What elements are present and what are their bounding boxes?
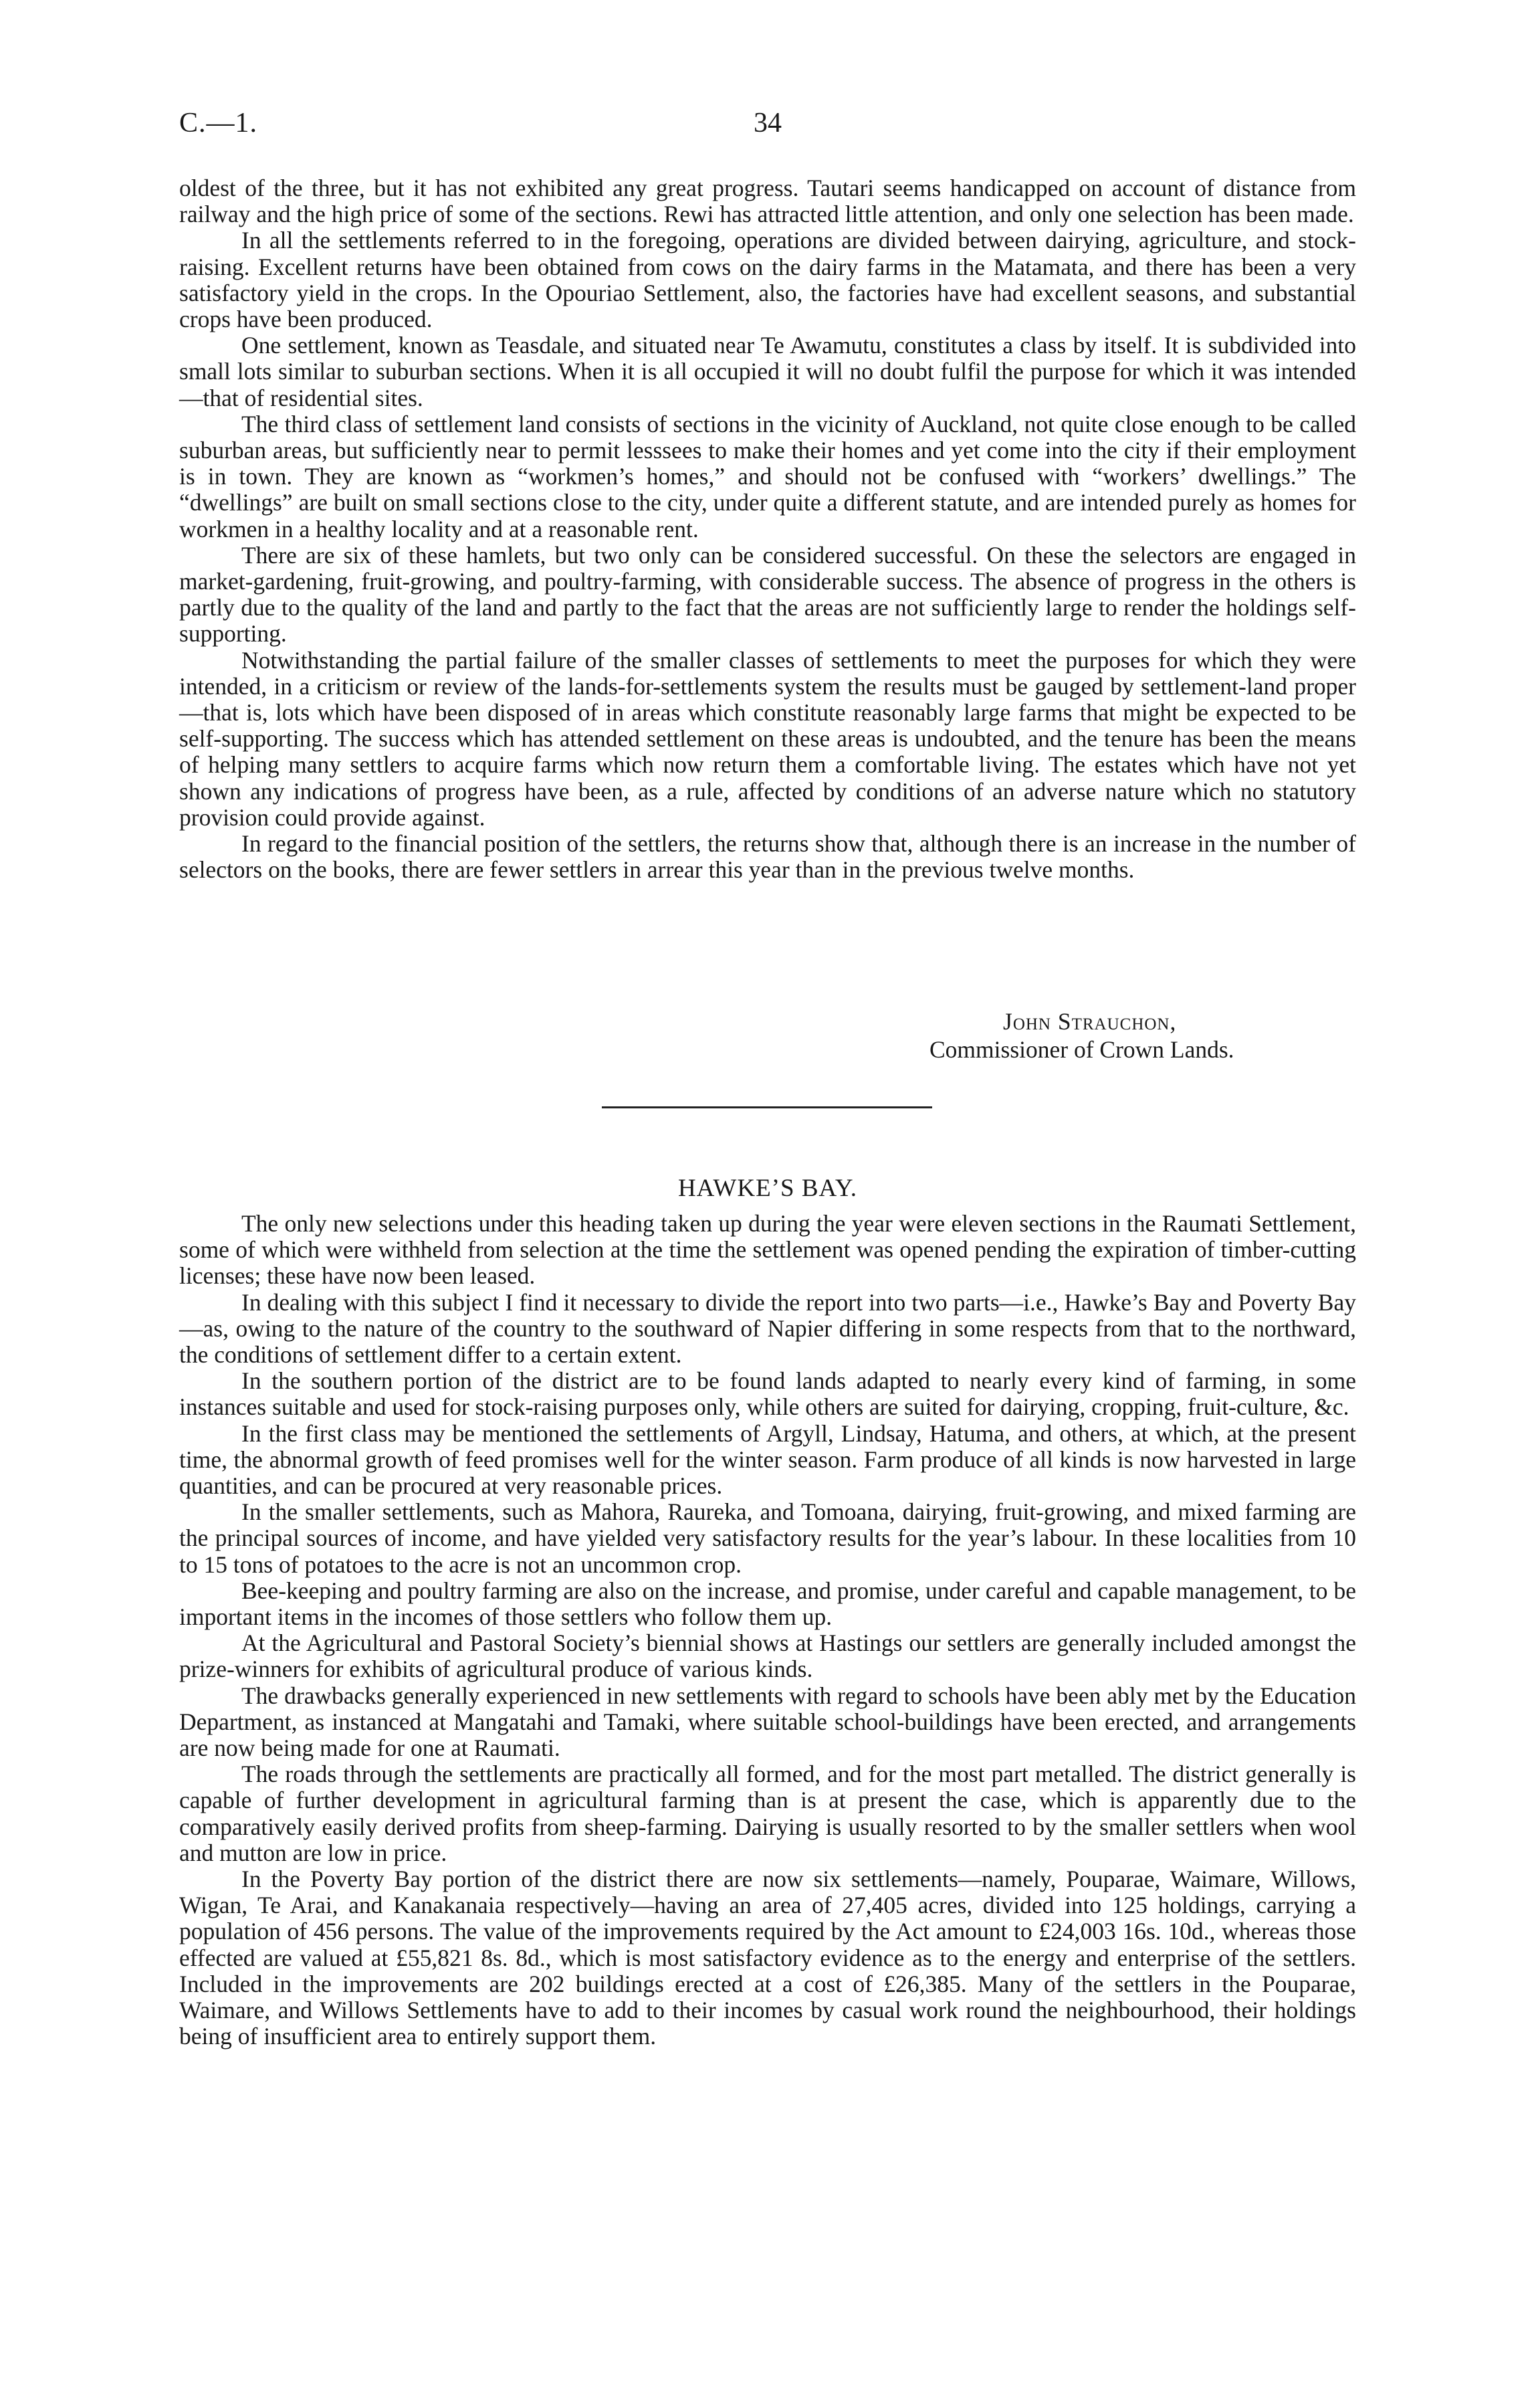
paragraph: In the southern portion of the district are to be found lands adapted to nearly every kind of farming, in some instances suitable and used for stock-raising purposes only, while others are suited for dairying, cropping, fruit-culture, &c. (179, 1367, 1356, 1421)
section-heading: HAWKE’S BAY. (677, 1175, 858, 1202)
paragraph: Notwithstanding the partial failure of the smaller classes of settlements to meet the purposes for which they were intended, in a criticism or review of the lands-for-settlements system the results must be gauged by settlement-land proper—that is, lots which have been disposed of in areas which constitute reasonably large farms that might be expected to be self-supporting. The success which has attended settlement on these areas is undoubted, and the tenure has been the means of helping many settlers to acquire farms which now return them a comfortable living. The estates which have not yet shown any indications of progress have been, as a rule, affected by conditions of an adverse nature which no statutory provision could provide against. (179, 646, 1356, 831)
paragraph: In dealing with this subject I find it necessary to divide the report into two parts—i.e., Hawke’s Bay and Poverty Bay—as, owing to the nature of the country to the southward of Napier differing in some respects from that to the northward, the conditions of settlement differ to a certain extent. (179, 1288, 1356, 1369)
paragraph: Bee-keeping and poultry farming are also on the increase, and promise, under careful and capable management, to be important items in the incomes of those settlers who follow them up. (179, 1577, 1356, 1631)
paragraph: In the first class may be mentioned the settlements of Argyll, Lindsay, Hatuma, and others, at which, at the present time, the abnormal growth of feed promises well for the winter season. Farm produce of all kinds is now harvested in large quantities, and can be procured at very reasonable prices. (179, 1419, 1356, 1500)
signatory-name: John Strauchon, (1003, 1008, 1177, 1035)
paragraph: There are six of these hamlets, but two only can be considered successful. On these the selectors are engaged in market-gardening, fruit-growing, and poultry-farming, with considerable success. The absence of progress in the others is partly due to the quality of the land and partly to the fact that the areas are not sufficiently large to render the holdings self-supporting. (179, 541, 1356, 647)
section-waikato-continued (179, 175, 1356, 883)
page-number: 34 (754, 108, 782, 138)
section-hawkes-bay (179, 1211, 1356, 2050)
paragraph: The drawbacks generally experienced in new settlements with regard to schools have been ably met by the Education Department, as instanced at Mangatahi and Tamaki, where suitable school-buildings have been erected, and arrangements are now being made for one at Raumati. (179, 1682, 1356, 1762)
paragraph: The roads through the settlements are practically all formed, and for the most part metalled. The district generally is capable of further development in agricultural farming than is at present the case, which is apparently due to the comparatively easily derived profits from sheep-farming. Dairying is usually resorted to by the smaller settlers when wool and mutton are low in price. (179, 1761, 1356, 1866)
paragraph: One settlement, known as Teasdale, and situated near Te Awamutu, constitutes a class by itself. It is subdivided into small lots similar to suburban sections. When it is all occupied it will no doubt fulfil the purpose for which it was intended—that of residential sites. (179, 332, 1356, 411)
paragraph: oldest of the three, but it has not exhibited any great progress. Tautari seems handicapped on account of distance from railway and the high price of some of the sections. Rewi has attracted little attention, and only one selection has been made. (179, 175, 1356, 228)
paragraph: In the Poverty Bay portion of the district there are now six settlements—namely, Pouparae, Waimare, Willows, Wigan, Te Arai, and Kanakanaia respectively—having an area of 27,405 acres, divided into 125 holdings, carrying a population of 456 persons. The value of the improvements required by the Act amount to £24,003 16s. 10d., whereas those effected are valued at £55,821 8s. 8d., which is most satisfactory evidence as to the energy and enterprise of the settlers. Included in the improvements are 202 buildings erected at a cost of £26,385. Many of the settlers in the Pouparae, Waimare, and Willows Settlements have to add to their incomes by casual work round the neighbourhood, their holdings being of insufficient area to entirely support them. (179, 1866, 1356, 2050)
document-reference: C.—1. (179, 108, 258, 138)
paragraph: At the Agricultural and Pastoral Society’s biennial shows at Hastings our settlers are generally included amongst the prize-winners for exhibits of agricultural produce of various kinds. (179, 1629, 1356, 1683)
paragraph: The third class of settlement land consists of sections in the vicinity of Auckland, not quite close enough to be called suburban areas, but sufficiently near to permit lesssees to make their homes and yet come into the city if their employment is in town. They are known as “workmen’s homes,” and should not be confused with “workers’ dwellings.” The “dwellings” are built on small sections close to the city, under quite a different statute, and are intended purely as homes for workmen in a healthy locality and at a reasonable rent. (179, 410, 1356, 542)
page-header (179, 107, 1356, 147)
paragraph: In all the settlements referred to in the foregoing, operations are divided between dairying, agriculture, and stock-raising. Excellent returns have been obtained from cows on the dairy farms in the Matamata, and there has been a very satisfactory yield in the crops. In the Opouriao Settlement, also, the factories have had excellent seasons, and substantial crops have been produced. (179, 227, 1356, 333)
paragraph: In regard to the financial position of the settlers, the returns show that, although there is an increase in the number of selectors on the books, there are fewer settlers in arrear this year than in the previous twelve months. (179, 830, 1356, 884)
section-divider (602, 1106, 932, 1108)
signature-block (929, 1007, 1357, 1064)
signatory-title: Commissioner of Crown Lands. (929, 1036, 1234, 1063)
paragraph: The only new selections under this heading taken up during the year were eleven sections in the Raumati Settlement, some of which were withheld from selection at the time the settlement was opened pending the expiration of timber-cutting licenses; these have now been leased. (179, 1210, 1356, 1290)
paragraph: In the smaller settlements, such as Mahora, Raureka, and Tomoana, dairying, fruit-growing, and mixed farming are the principal sources of income, and have yielded very satisfactory results for the year’s labour. In these localities from 10 to 15 tons of potatoes to the acre is not an uncommon crop. (179, 1498, 1356, 1578)
